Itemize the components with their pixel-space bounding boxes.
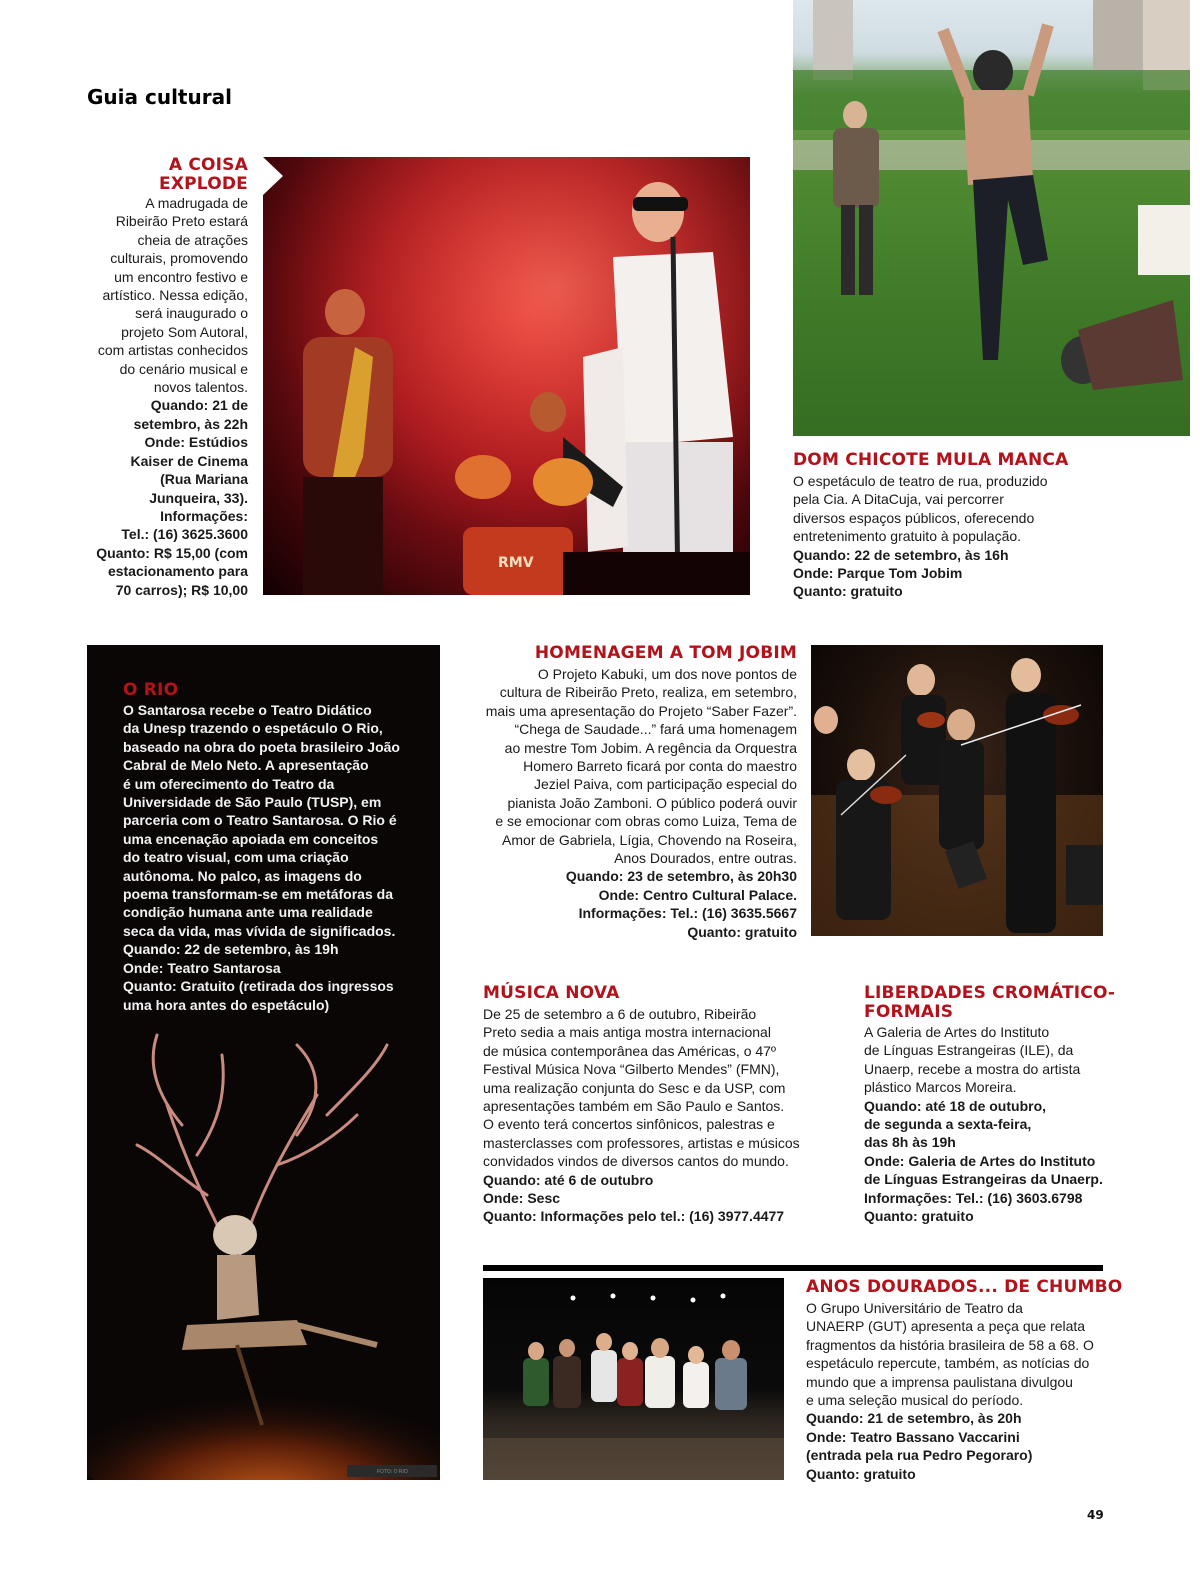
body-line: uma realização conjunta do Sesc e da USP, com bbox=[483, 1079, 786, 1096]
info-line: Quanto: gratuito bbox=[687, 923, 797, 940]
body-line: cheia de atrações bbox=[137, 231, 248, 248]
info-line: Onde: Parque Tom Jobim bbox=[793, 565, 963, 582]
info-line: Quando: até 6 de outubro bbox=[483, 1171, 654, 1188]
info-line: Onde: Centro Cultural Palace. bbox=[598, 886, 797, 903]
body-line: condição humana ante uma realidade bbox=[123, 904, 373, 921]
body-line: cultura de Ribeirão Preto, realiza, em setembro, bbox=[499, 684, 797, 701]
info-line: Informações: Tel.: (16) 3635.5667 bbox=[578, 905, 797, 922]
info-line: Informações: bbox=[160, 507, 248, 524]
body-line: artístico. Nessa edição, bbox=[102, 287, 248, 304]
body-line: Quando: 22 de setembro, às 19h bbox=[123, 941, 339, 958]
article-title-coisa-explode bbox=[100, 156, 248, 194]
body-line: parceria com o Teatro Santarosa. O Rio é bbox=[123, 812, 397, 829]
info-line: (Rua Mariana bbox=[160, 471, 248, 488]
article-body-dom-chicote bbox=[793, 472, 1123, 601]
article-title-dom-chicote: DOM CHICOTE MULA MANCA bbox=[793, 450, 1069, 470]
body-line: O Santarosa recebe o Teatro Didático bbox=[123, 702, 372, 718]
body-line: fragmentos da história brasileira de 58 a 68. O bbox=[806, 1336, 1094, 1353]
body-line: mundo que a imprensa paulistana divulgou bbox=[806, 1373, 1073, 1390]
body-line: de Línguas Estrangeiras (ILE), da bbox=[864, 1042, 1074, 1059]
info-line: Quanto: Informações pelo tel.: (16) 3977.4477 bbox=[483, 1208, 785, 1225]
body-line: uma hora antes do espetáculo) bbox=[123, 996, 330, 1013]
body-line: O espetáculo de teatro de rua, produzido bbox=[793, 473, 1048, 489]
info-line: Quanto: R$ 15,00 (com bbox=[96, 544, 248, 561]
body-line: plástico Marcos Moreira. bbox=[864, 1079, 1017, 1096]
info-line: Quando: 22 de setembro, às 16h bbox=[793, 546, 1009, 563]
body-line: Amor de Gabriela, Lígia, Chovendo na Roseira, bbox=[502, 831, 797, 848]
info-line: Kaiser de Cinema bbox=[130, 452, 248, 469]
street-illustration bbox=[793, 0, 1190, 436]
title-line: FORMAIS bbox=[864, 1002, 954, 1022]
body-line: uma encenação apoiada em conceitos bbox=[123, 830, 379, 847]
photo-credit: FOTO: O RIO bbox=[377, 1469, 408, 1475]
body-line: masterclasses com professores, artistas e músicos bbox=[483, 1134, 800, 1151]
article-body-tom-jobim bbox=[470, 665, 797, 941]
body-line: ao mestre Tom Jobim. A regência da Orquestra bbox=[504, 739, 797, 756]
body-line: Quanto: Gratuito (retirada dos ingressos bbox=[123, 978, 394, 995]
article-body-liberdades bbox=[864, 1023, 1134, 1225]
body-line: Onde: Teatro Santarosa bbox=[123, 959, 281, 976]
article-title-liberdades bbox=[864, 984, 1115, 1022]
body-line: e uma seleção musical do período. bbox=[806, 1392, 1024, 1409]
body-line: entretenimento gratuito à população. bbox=[793, 528, 1022, 545]
info-line: Junqueira, 33). bbox=[149, 489, 248, 506]
body-line: poema transformam-se em metáforas da bbox=[123, 886, 393, 903]
body-line: novos talentos. bbox=[153, 379, 248, 396]
body-line: Anos Dourados, entre outras. bbox=[614, 850, 797, 867]
info-line: de Línguas Estrangeiras da Unaerp. bbox=[864, 1171, 1103, 1188]
body-line: um encontro festivo e bbox=[114, 268, 248, 285]
info-line: Quando: 21 de bbox=[150, 397, 248, 414]
body-line: do cenário musical e bbox=[119, 360, 248, 377]
article-body-anos-dourados bbox=[806, 1299, 1116, 1483]
body-line: pianista João Zamboni. O público poderá ouvir bbox=[507, 794, 797, 811]
info-line: Onde: Estúdios bbox=[144, 434, 248, 451]
body-line: diversos espaços públicos, oferecendo bbox=[793, 509, 1035, 526]
article-body-o-rio bbox=[123, 701, 433, 1014]
body-line: De 25 de setembro a 6 de outubro, Ribeirão bbox=[483, 1006, 757, 1022]
info-line: 70 carros); R$ 10,00 bbox=[115, 581, 248, 598]
body-line: Homero Barreto ficará por conta do maestro bbox=[523, 758, 797, 775]
stage-lights bbox=[571, 1294, 726, 1303]
section-divider bbox=[483, 1265, 1103, 1271]
drum-logo-text: RMV bbox=[498, 555, 534, 571]
photo-orchestra bbox=[811, 645, 1103, 936]
orchestra-illustration bbox=[811, 645, 1103, 936]
photo-band-concert bbox=[263, 157, 750, 595]
info-line: Onde: Teatro Bassano Vaccarini bbox=[806, 1428, 1020, 1445]
article-body-coisa-explode bbox=[80, 194, 248, 599]
body-line: projeto Som Autoral, bbox=[121, 323, 248, 340]
body-line: autônoma. No palco, as imagens do bbox=[123, 867, 362, 884]
info-line: Quando: 23 de setembro, às 20h30 bbox=[565, 868, 797, 885]
body-line: “Chega de Saudade...” fará uma homenagem bbox=[514, 721, 797, 738]
title-line: LIBERDADES CROMÁTICO- bbox=[864, 983, 1116, 1003]
body-line: Ribeirão Preto estará bbox=[115, 213, 248, 230]
body-line: O Projeto Kabuki, um dos nove pontos de bbox=[537, 666, 797, 682]
info-line: Quando: até 18 de outubro, bbox=[864, 1097, 1047, 1114]
title-line: EXPLODE bbox=[159, 174, 248, 194]
body-line: Cabral de Melo Neto. A apresentação bbox=[123, 757, 369, 774]
article-box-o-rio bbox=[87, 645, 440, 1480]
photo-street-theater bbox=[793, 0, 1190, 436]
info-line: Quando: 21 de setembro, às 20h bbox=[806, 1410, 1022, 1427]
article-body-musica-nova bbox=[483, 1005, 813, 1226]
info-line: (entrada pela rua Pedro Pegoraro) bbox=[806, 1447, 1033, 1464]
body-line: pela Cia. A DitaCuja, vai percorrer bbox=[793, 491, 1004, 508]
info-line: estacionamento para bbox=[107, 563, 248, 580]
info-line: Quanto: gratuito bbox=[793, 583, 903, 600]
body-line: A madrugada de bbox=[145, 195, 248, 211]
body-line: Preto sedia a mais antiga mostra internacional bbox=[483, 1024, 771, 1041]
body-line: da Unesp trazendo o espetáculo O Rio, bbox=[123, 720, 383, 737]
body-line: O evento terá concertos sinfônicos, palestras e bbox=[483, 1116, 775, 1133]
article-title-anos-dourados: ANOS DOURADOS... DE CHUMBO bbox=[806, 1277, 1123, 1297]
article-title-o-rio: O RIO bbox=[123, 680, 179, 700]
body-line: seca da vida, mas vívida de significados. bbox=[123, 922, 396, 939]
info-line: Onde: Galeria de Artes do Instituto bbox=[864, 1152, 1096, 1169]
body-line: Jeziel Paiva, com participação especial do bbox=[533, 776, 797, 793]
info-line: Tel.: (16) 3625.3600 bbox=[121, 526, 248, 543]
body-line: mais uma apresentação do Projeto “Saber Fazer”. bbox=[485, 702, 797, 719]
body-line: A Galeria de Artes do Instituto bbox=[864, 1024, 1050, 1040]
body-line: apresentações também em São Paulo e Santos. bbox=[483, 1098, 785, 1115]
page-number: 49 bbox=[1087, 1508, 1104, 1522]
band-illustration bbox=[263, 157, 750, 595]
body-line: UNAERP (GUT) apresenta a peça que relata bbox=[806, 1318, 1086, 1335]
info-line: Informações: Tel.: (16) 3603.6798 bbox=[864, 1189, 1083, 1206]
body-line: baseado na obra do poeta brasileiro João bbox=[123, 738, 400, 755]
info-line: Quanto: gratuito bbox=[806, 1465, 916, 1482]
body-line: convidados vindos de diversos cantos do mundo. bbox=[483, 1153, 789, 1170]
title-line: A COISA bbox=[168, 155, 248, 175]
body-line: de música contemporânea das Américas, o 47º bbox=[483, 1042, 777, 1059]
stage-illustration bbox=[483, 1278, 784, 1480]
body-line: do teatro visual, com uma criação bbox=[123, 849, 349, 866]
info-line: setembro, às 22h bbox=[133, 415, 248, 432]
photo-theater-group bbox=[483, 1278, 784, 1480]
article-title-musica-nova: MÚSICA NOVA bbox=[483, 983, 620, 1003]
info-line: de segunda a sexta-feira, bbox=[864, 1116, 1032, 1133]
body-line: O Grupo Universitário de Teatro da bbox=[806, 1300, 1023, 1316]
puppet-illustration bbox=[87, 1025, 440, 1480]
body-line: Unaerp, recebe a mostra do artista bbox=[864, 1060, 1081, 1077]
body-line: com artistas conhecidos bbox=[97, 342, 248, 359]
body-line: culturais, promovendo bbox=[110, 250, 248, 267]
info-line: das 8h às 19h bbox=[864, 1134, 956, 1151]
article-title-tom-jobim: HOMENAGEM A TOM JOBIM bbox=[534, 643, 797, 663]
body-line: e se emocionar com obras como Luiza, Tema de bbox=[495, 813, 797, 830]
section-title: Guia cultural bbox=[87, 85, 232, 109]
body-line: é um oferecimento do Teatro da bbox=[123, 775, 335, 792]
body-line: será inaugurado o bbox=[135, 305, 248, 322]
info-line: Onde: Sesc bbox=[483, 1190, 561, 1207]
photo-pointer bbox=[263, 157, 283, 195]
body-line: espetáculo repercute, também, as notícias do bbox=[806, 1355, 1090, 1372]
body-line: Universidade de São Paulo (TUSP), em bbox=[123, 794, 382, 811]
info-line: Quanto: gratuito bbox=[864, 1208, 974, 1225]
body-line: Festival Música Nova “Gilberto Mendes” (FMN), bbox=[483, 1061, 780, 1078]
